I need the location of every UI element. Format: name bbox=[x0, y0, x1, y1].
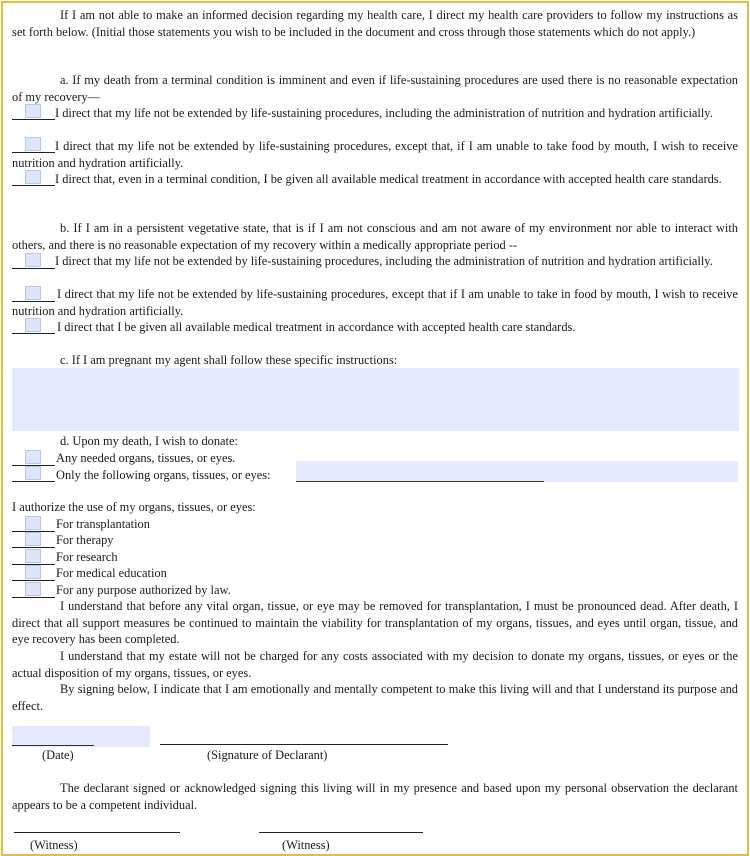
section-b-option-3-text: I direct that I be given all available medical treatment in accordance with accepted health care standards. bbox=[57, 320, 576, 334]
declarant-signature-line[interactable] bbox=[160, 744, 448, 745]
donate-specific-text: Only the following organs, tissues, or eyes: bbox=[56, 468, 271, 482]
section-b-option-2-text: I direct that my life not be extended by life-sustaining procedures, except that if I am unable to take in food by mouth, I wish to receive nutrition and hydration artificially. bbox=[12, 287, 738, 318]
signing-paragraph: By signing below, I indicate that I am emotionally and mentally competent to make this living will and that I understand its purpose and effect. bbox=[12, 682, 738, 713]
witness-2-signature-line[interactable] bbox=[259, 832, 423, 833]
declarant-statement: The declarant signed or acknowledged signing this living will in my presence and based upon my personal observation the declarant appears to be a competent individual. bbox=[12, 781, 738, 812]
date-label: (Date) bbox=[42, 748, 74, 762]
section-a-option-1-text: I direct that my life not be extended by life-sustaining procedures, including the administration of nutrition and hydration artificially. bbox=[55, 106, 713, 120]
authorize-heading: I authorize the use of my organs, tissues, or eyes: bbox=[12, 500, 256, 514]
witness-1-label: (Witness) bbox=[30, 838, 78, 852]
authorize-education-initial[interactable] bbox=[12, 565, 55, 581]
authorize-research-text: For research bbox=[56, 550, 118, 564]
authorize-transplantation-text: For transplantation bbox=[56, 517, 150, 531]
donate-any-initial[interactable] bbox=[12, 450, 55, 466]
intro-paragraph: If I am not able to make an informed decision regarding my health care, I direct my health care providers to follow my instructions as set forth below. (Initial those statements you wish to be included in the document and cross through those statements which do not apply.) bbox=[12, 8, 738, 39]
section-a-option-3-text: I direct that, even in a terminal condition, I be given all available medical treatment in accordance with accepted health care standards. bbox=[55, 172, 722, 186]
section-a-option-2-text: I direct that my life not be extended by life-sustaining procedures, except that, if I am unable to take food by mouth, I wish to receive nutrition and hydration artificially. bbox=[12, 139, 738, 170]
authorize-any-purpose-initial[interactable] bbox=[12, 582, 55, 598]
witness-1-signature-line[interactable] bbox=[14, 832, 180, 833]
section-c-heading: c. If I am pregnant my agent shall follow these specific instructions: bbox=[60, 353, 398, 367]
declarant-signature-label: (Signature of Declarant) bbox=[207, 748, 328, 762]
section-a-heading: a. If my death from a terminal condition is imminent and even if life-sustaining procedures are used there is no reasonable expectation of my recovery— bbox=[12, 73, 738, 104]
witness-2-label: (Witness) bbox=[282, 838, 330, 852]
section-b-option-3-initial[interactable] bbox=[12, 318, 55, 334]
authorize-education-text: For medical education bbox=[56, 566, 167, 580]
date-field[interactable] bbox=[12, 726, 150, 747]
authorize-research-initial[interactable] bbox=[12, 549, 55, 565]
pregnancy-instructions-field[interactable] bbox=[12, 368, 739, 431]
estate-paragraph: I understand that my estate will not be charged for any costs associated with my decision to donate my organs, tissues, or eyes or the actual disposition of my organs, tissues, or eyes. bbox=[12, 649, 738, 680]
date-line bbox=[12, 745, 94, 746]
authorize-therapy-text: For therapy bbox=[56, 533, 114, 547]
authorize-any-purpose-text: For any purpose authorized by law. bbox=[56, 583, 231, 597]
donate-any-text: Any needed organs, tissues, or eyes. bbox=[56, 451, 236, 465]
donate-organs-underline bbox=[296, 481, 544, 482]
section-b-heading: b. If I am in a persistent vegetative state, that is if I am not conscious and am not aware of my environment nor able to interact with others, and there is no reasonable expectation of my recovery within a medically appropriate period -- bbox=[12, 221, 738, 252]
authorize-therapy-initial[interactable] bbox=[12, 532, 55, 548]
donate-specific-initial[interactable] bbox=[12, 466, 55, 482]
authorize-transplantation-initial[interactable] bbox=[12, 516, 55, 532]
section-b-option-1-text: I direct that my life not be extended by life-sustaining procedures, including the administration of nutrition and hydration artificially. bbox=[55, 254, 713, 268]
transplant-paragraph: I understand that before any vital organ, tissue, or eye may be removed for transplantation, I must be pronounced dead. After death, I direct that all support measures be continued to maintain the viability for transplantation of my organs, tissues, and eyes until organ, tissue, and eye recovery has been completed. bbox=[12, 599, 738, 646]
donate-organs-field[interactable] bbox=[296, 461, 738, 482]
section-d-heading: d. Upon my death, I wish to donate: bbox=[60, 434, 238, 448]
